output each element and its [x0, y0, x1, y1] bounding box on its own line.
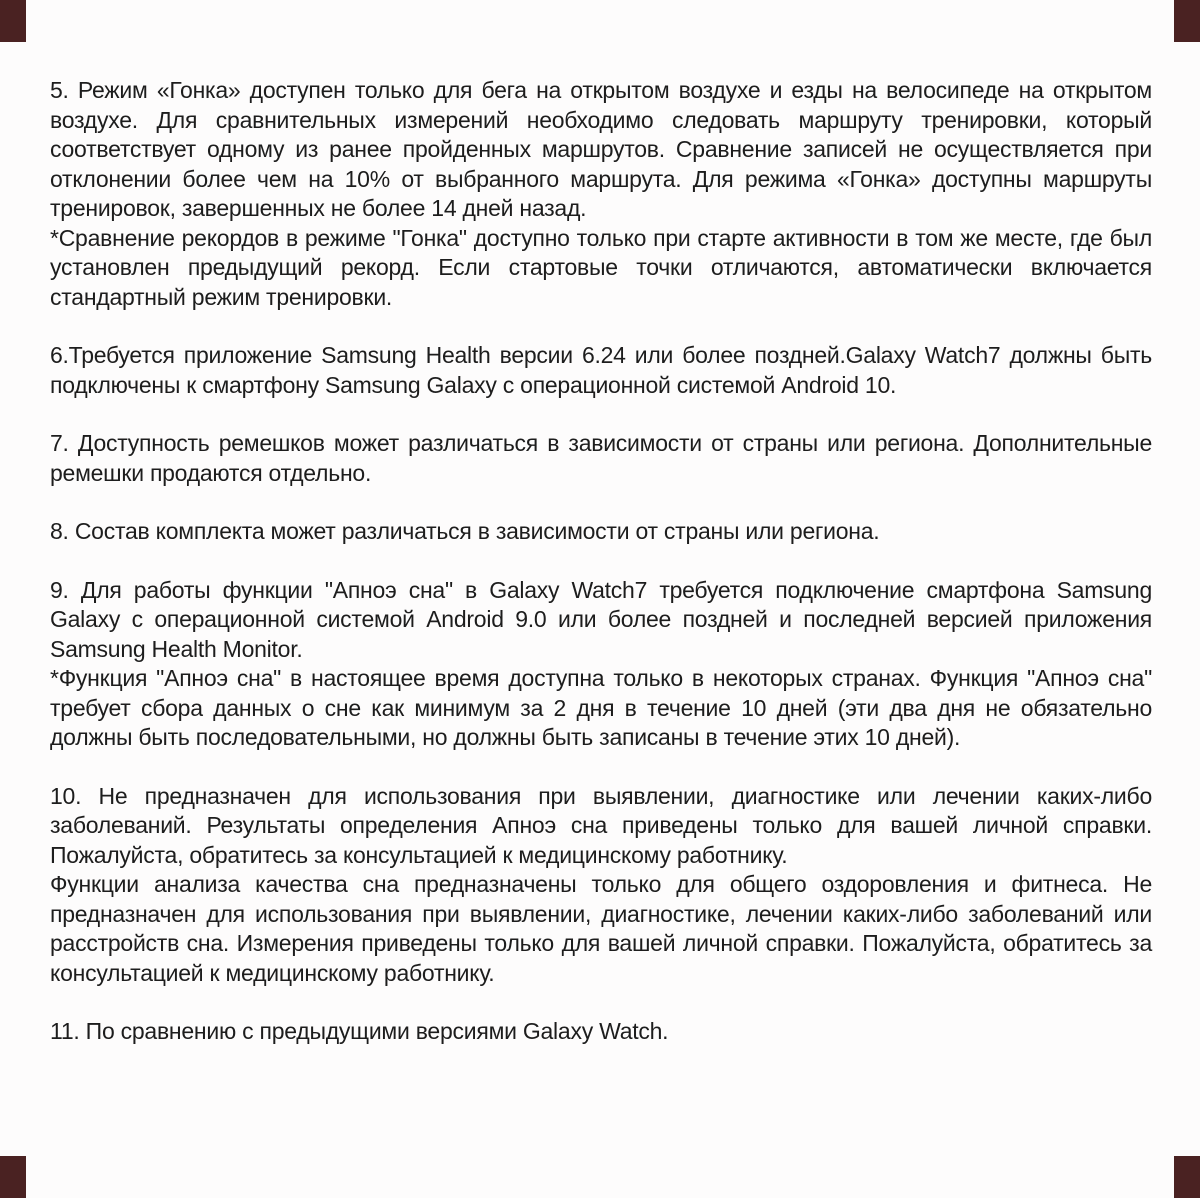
- footnote-item-5: [50, 76, 1152, 312]
- footnote-8-text: 8. Состав комплекта может различаться в зависимости от страны или региона.: [50, 518, 880, 544]
- footnote-5-text: 5. Режим «Гонка» доступен только для бега на открытом воздухе и езды на велосипеде на открытом воздухе. Для сравнительных измерений необходимо следовать маршруту тренировки, который соответствует одному из ранее пройденных маршрутов. Сравнение записей не осуществляется при отклонении более чем на 10% от выбранного маршрута. Для режима «Гонка» доступны маршруты тренировок, завершенных не более 14 дней назад.: [50, 77, 1152, 221]
- footnote-5-note: *Сравнение рекордов в режиме "Гонка" доступно только при старте активности в том же месте, где был установлен предыдущий рекорд. Если стартовые точки отличаются, автоматически включается стандартный режим тренировки.: [50, 224, 1152, 310]
- corner-mark-bottom-right: [1174, 1156, 1200, 1198]
- footnote-11-text: 11. По сравнению с предыдущими версиями Galaxy Watch.: [50, 1018, 669, 1044]
- footnote-6-text: 6.Требуется приложение Samsung Health версии 6.24 или более поздней.Galaxy Watch7 должны быть подключены к смартфону Samsung Galaxy с операционной системой Android 10.: [50, 342, 1152, 398]
- corner-mark-bottom-left: [0, 1156, 26, 1198]
- footnote-9-note: *Функция "Апноэ сна" в настоящее время доступна только в некоторых странах. Функция "Апноэ сна" требует сбора данных о сне как минимум за 2 дня в течение 10 дней (эти два дня не обязательно должны быть последовательными, но должны быть записаны в течение этих 10 дней).: [50, 665, 1152, 750]
- corner-mark-top-left: [0, 0, 26, 42]
- footnotes-page: [50, 76, 1152, 1076]
- corner-mark-top-right: [1174, 0, 1200, 42]
- footnote-item-6: [50, 341, 1152, 400]
- footnote-10-text: 10. Не предназначен для использования при выявлении, диагностике или лечении каких-либо заболеваний. Результаты определения Апноэ сна приведены только для вашей личной справки. Пожалуйста, обратитесь за консультацией к медицинскому работнику.: [50, 782, 1152, 868]
- footnote-item-10: [50, 782, 1152, 989]
- footnote-item-7: [50, 429, 1152, 488]
- footnote-9-text: 9. Для работы функции "Апноэ сна" в Galaxy Watch7 требуется подключение смартфона Samsung Galaxy с операционной системой Android 9.0 или более поздней и последней версией приложения Samsung Health Monitor.: [50, 576, 1152, 662]
- footnote-10-text-continued: Функции анализа качества сна предназначены только для общего оздоровления и фитнеса. Не предназначен для использования при выявлении, диагностике, лечении каких-либо заболеваний или расстройств сна. Измерения приведены только для вашей личной справки. Пожалуйста, обратитесь за консультацией к медицинскому работнику.: [50, 871, 1152, 986]
- footnote-7-text: 7. Доступность ремешков может различаться в зависимости от страны или региона. Дополнительные ремешки продаются отдельно.: [50, 430, 1152, 486]
- footnote-item-11: [50, 1017, 1152, 1047]
- footnote-item-9: [50, 576, 1152, 753]
- footnote-item-8: [50, 517, 1152, 547]
